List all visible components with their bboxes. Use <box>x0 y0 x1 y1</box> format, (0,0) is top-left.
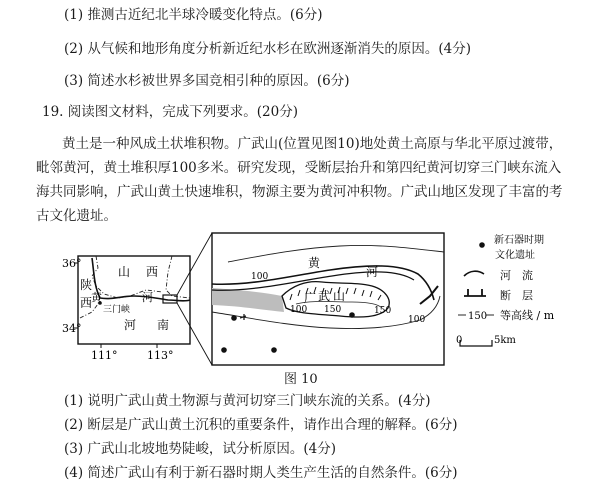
q19-sub-4: (4) 简述广武山有利于新石器时期人类生产生活的自然条件。(6分) <box>64 465 458 481</box>
province-border <box>166 256 190 298</box>
lat-36: 36° <box>62 257 82 270</box>
q18-sub-2: (2) 从气候和地形角度分析新近纪水杉在欧洲逐渐消失的原因。(4分) <box>64 41 472 57</box>
q19-heading: 19. 阅读图文材料，完成下列要求。(20分) <box>42 104 298 120</box>
main-river-he: 河 <box>366 265 379 279</box>
legend-scale-zero: 0 <box>456 335 463 346</box>
main-map <box>212 233 444 365</box>
q18-sub-3: (3) 简述水杉被世界多国竞相引种的原因。(6分) <box>64 73 350 89</box>
label-nan: 南 <box>157 318 170 332</box>
inset-river-he: 河 <box>142 291 153 304</box>
site-dot <box>221 347 227 353</box>
label-shan-mountain: 山 <box>333 289 346 303</box>
legend-scale-bar <box>460 340 492 346</box>
sanmenxia-label: 三门峡 <box>103 305 131 315</box>
legend <box>456 233 555 346</box>
contour-label: 150 <box>374 306 392 316</box>
inset-river-huang: 黄 <box>91 291 102 304</box>
label-shaan: 陕 <box>80 278 93 292</box>
legend-site-dot <box>479 242 485 248</box>
main-river-huang: 黄 <box>308 256 321 270</box>
label-guang: 广 <box>304 291 317 305</box>
lon-113: 113° <box>147 349 174 362</box>
legend-site-line1: 新石器时期 <box>494 235 544 246</box>
contour-label: 100 <box>408 315 426 325</box>
lat-34: 34° <box>62 322 82 335</box>
zoom-connector-bottom <box>177 303 212 365</box>
label-xi-2: 西 <box>146 265 159 279</box>
legend-contour-example: 150 <box>468 311 488 322</box>
contour-label: 100 <box>251 272 269 282</box>
legend-site-line2: 文化遗址 <box>495 250 535 261</box>
legend-scale-km: 5km <box>494 335 516 346</box>
contour-label: 100 <box>290 305 308 315</box>
lon-111: 111° <box>91 349 118 362</box>
legend-river: 河 流 <box>500 269 533 282</box>
q18-sub-1: (1) 推测古近纪北半球冷暖变化特点。(6分) <box>64 7 323 23</box>
label-shan: 山 <box>118 265 131 279</box>
legend-fault-symbol <box>464 289 486 296</box>
q19-sub-3: (3) 广武山北坡地势陡峻，试分析原因。(4分) <box>64 441 337 457</box>
q19-para-line-2: 毗邻黄河，黄土堆积厚100多米。研究发现，受断层抬升和第四纪黄河切穿三门峡东流入 <box>36 160 562 176</box>
site-dot <box>231 315 237 321</box>
zoom-connector-top <box>177 233 212 295</box>
site-dot <box>349 312 355 318</box>
label-xi-1: 西 <box>80 296 93 310</box>
q19-sub-1: (1) 说明广武山黄土物源与黄河切穿三门峡东流的关系。(4分) <box>64 393 431 409</box>
site-dot <box>271 347 277 353</box>
legend-fault: 断 层 <box>500 289 533 302</box>
contour-label: 150 <box>324 305 342 315</box>
q19-sub-2: (2) 断层是广武山黄土沉积的重要条件，请作出合理的解释。(6分) <box>64 417 458 433</box>
q19-para-line-1: 黄土是一种风成土状堆积物。广武山(位置见图10)地处黄土高原与华北平原过渡带， <box>62 136 563 152</box>
legend-contour: 等高线 / m <box>500 309 555 322</box>
q19-para-line-4: 古文化遗址。 <box>36 208 117 224</box>
label-wu: 武 <box>318 289 331 303</box>
legend-river-symbol <box>464 271 484 276</box>
label-he-province: 河 <box>124 318 137 332</box>
figure-caption: 图 10 <box>284 372 318 387</box>
q19-para-line-3: 海共同影响，广武山黄土快速堆积，物源主要为黄河冲积物。广武山地区发现了丰富的考 <box>36 184 563 200</box>
inset-map <box>62 256 190 362</box>
